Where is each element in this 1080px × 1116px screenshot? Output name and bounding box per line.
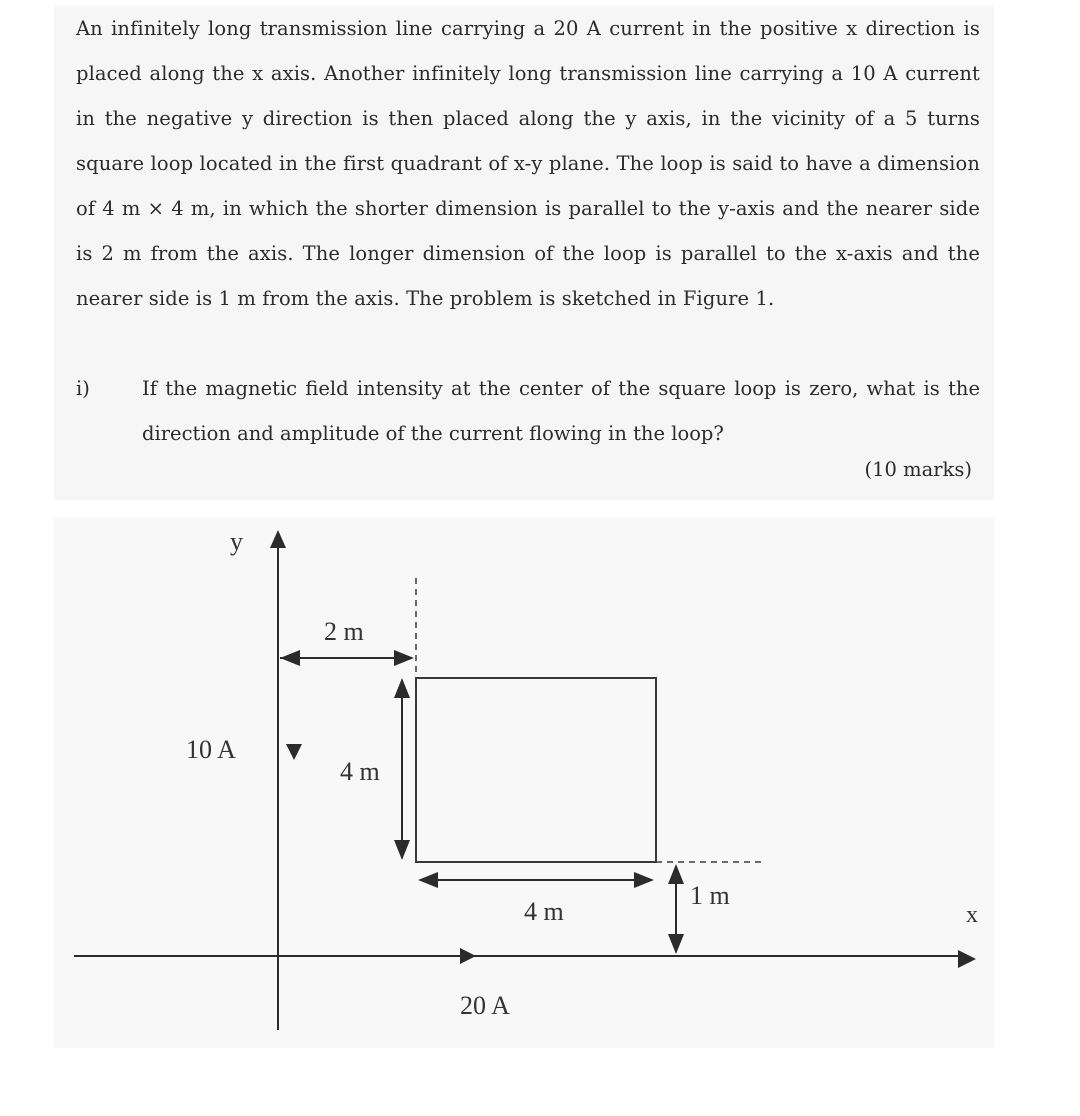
height-arrow-bottom xyxy=(394,840,410,860)
question-number: i) xyxy=(76,377,90,400)
gap-y-arrow-left xyxy=(280,650,300,666)
gap-x-arrow-top xyxy=(668,864,684,884)
problem-text-panel xyxy=(54,6,994,500)
problem-paragraph: An infinitely long transmission line carrying a 20 A current in the positive x direction is placed along the x axis. Another infinitely long transmission line carrying a 10 A current in the negative y direction is then placed along the y axis, in the vicinity of a 5 turns square loop located in the first quadrant of x-y plane. The loop is said to have a dimension of 4 m × 4 m, in which the shorter dimension is parallel to the y-axis and the nearer side is 2 m from the axis. The longer dimension of the loop is parallel to the x-axis and the nearer side is 1 m from the axis. The problem is sketched in Figure 1. xyxy=(76,17,980,310)
y-current-label: 10 A xyxy=(186,735,236,764)
y-axis-arrow xyxy=(270,530,286,548)
x-axis-label: x xyxy=(966,902,978,928)
gap-y-label: 2 m xyxy=(324,617,364,646)
x-current-arrow xyxy=(460,948,476,964)
gap-x-arrow-bottom xyxy=(668,934,684,954)
height-label: 4 m xyxy=(340,757,380,786)
question-text: If the magnetic field intensity at the center of the square loop is zero, what is the direction and amplitude of the current flowing in the loop? xyxy=(142,377,980,445)
width-arrow-right xyxy=(634,872,654,888)
figure-panel xyxy=(54,518,994,1048)
y-axis-label: y xyxy=(230,527,243,556)
x-current-label: 20 A xyxy=(460,991,510,1020)
height-arrow-top xyxy=(394,678,410,698)
width-arrow-left xyxy=(418,872,438,888)
x-axis-arrow xyxy=(958,950,976,968)
figure-diagram xyxy=(54,518,994,1048)
marks-label: (10 marks) xyxy=(864,458,972,481)
gap-y-arrow-right xyxy=(394,650,414,666)
square-loop xyxy=(416,678,656,862)
y-current-arrow xyxy=(286,744,302,760)
gap-x-label: 1 m xyxy=(690,881,730,910)
width-label: 4 m xyxy=(524,897,564,926)
